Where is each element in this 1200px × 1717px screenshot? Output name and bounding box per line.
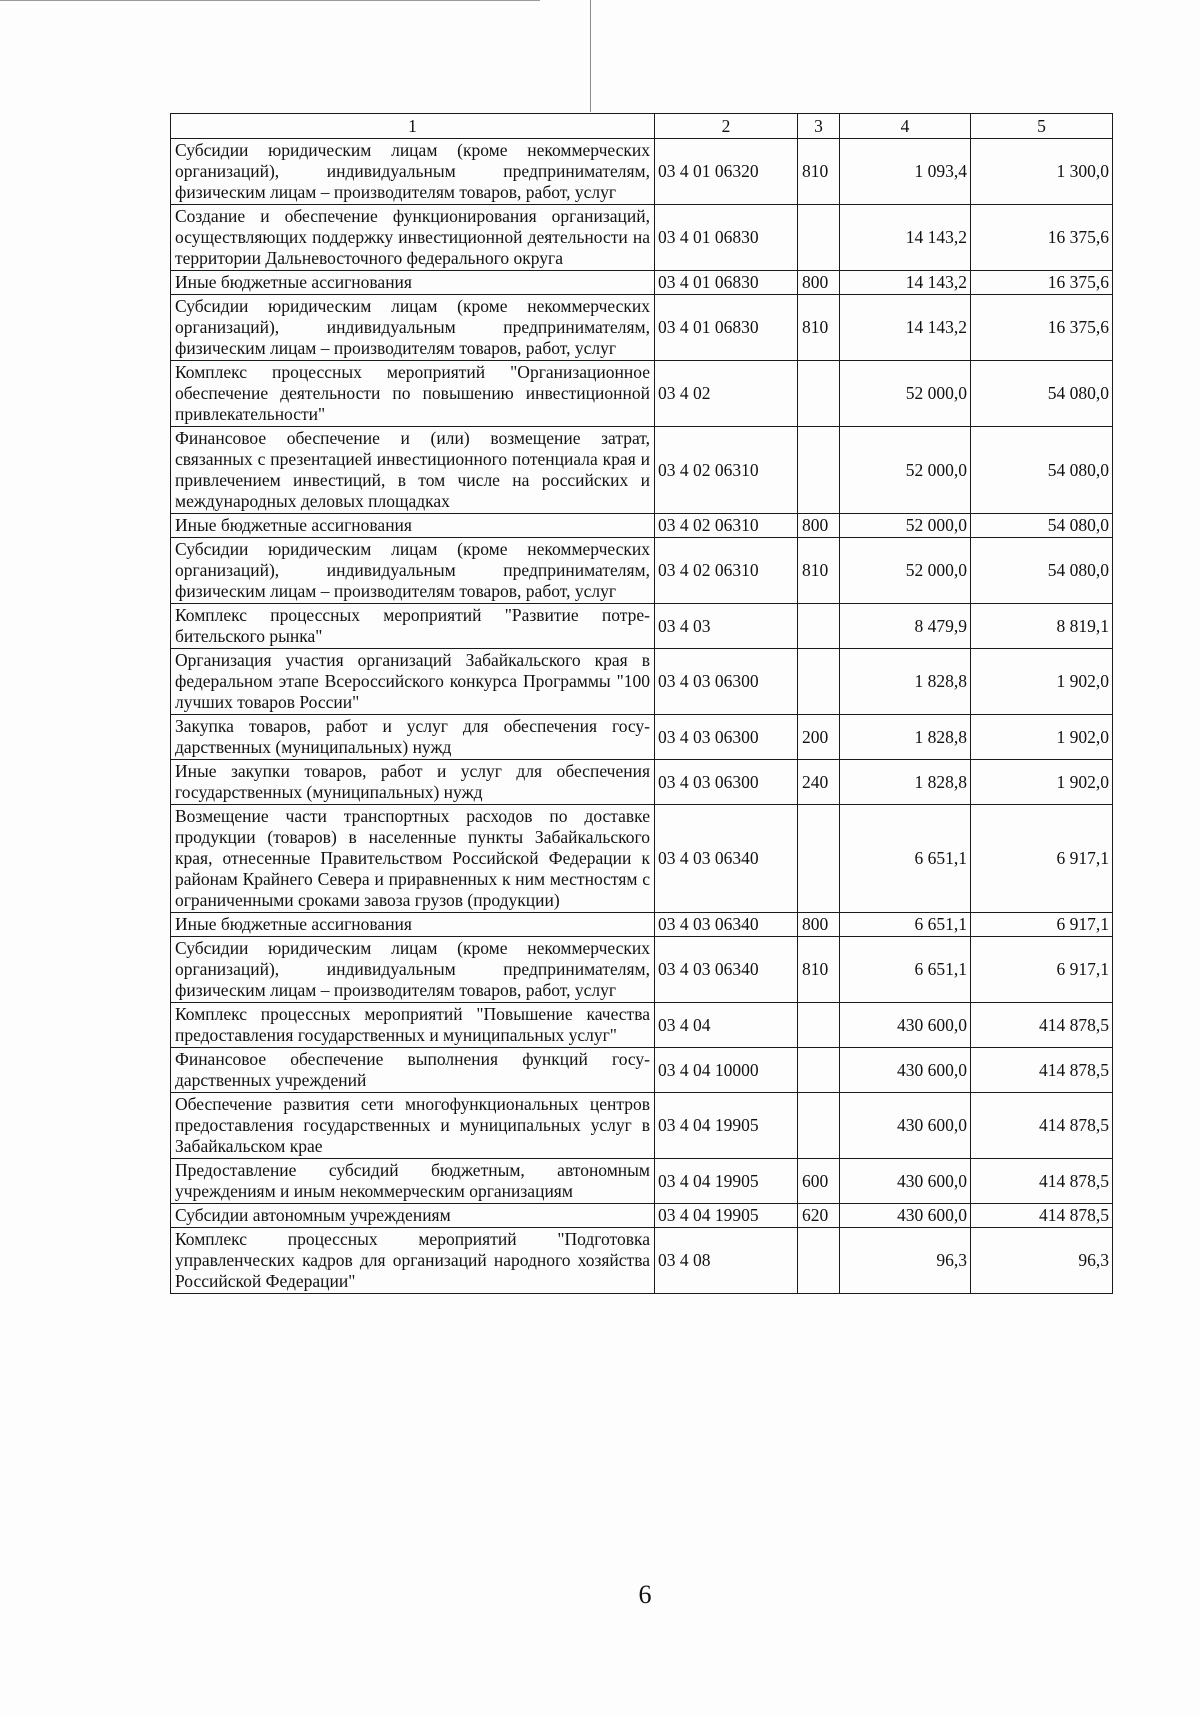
table-row [171, 271, 1113, 295]
table-row [171, 1093, 1113, 1159]
row-amount-year2-cell: 414 878,5 [971, 1159, 1113, 1204]
row-name-cell: Субсидии юридическим лицам (кроме некоммерческих организаций), индивидуальным предпринимателям, физическим лицам – производителям товаров, работ, услуг [171, 937, 655, 1003]
row-code-cell: 03 4 01 06830 [655, 271, 798, 295]
row-code-cell: 03 4 01 06320 [655, 139, 798, 205]
row-amount-year2-cell: 16 375,6 [971, 271, 1113, 295]
row-amount-year2-cell: 414 878,5 [971, 1093, 1113, 1159]
row-amount-year2-cell: 1 902,0 [971, 760, 1113, 805]
row-code-cell: 03 4 04 [655, 1003, 798, 1048]
row-amount-year2-cell: 16 375,6 [971, 205, 1113, 271]
row-name-cell: Иные бюджетные ассигнования [171, 271, 655, 295]
row-amount-year2-cell: 54 080,0 [971, 427, 1113, 514]
budget-table [170, 113, 1113, 1294]
row-code-cell: 03 4 03 [655, 604, 798, 649]
table-row [171, 913, 1113, 937]
table-row [171, 514, 1113, 538]
row-amount-year1-cell: 430 600,0 [840, 1048, 971, 1093]
row-amount-year2-cell: 1 300,0 [971, 139, 1113, 205]
row-amount-year1-cell: 1 093,4 [840, 139, 971, 205]
row-code-cell: 03 4 03 06340 [655, 805, 798, 913]
row-name-cell: Субсидии юридическим лицам (кроме некоммерческих организаций), индивидуальным предпринимателям, физическим лицам – производителям товаров, работ, услуг [171, 139, 655, 205]
row-amount-year2-cell: 96,3 [971, 1228, 1113, 1294]
row-amount-year2-cell: 16 375,6 [971, 295, 1113, 361]
table-row [171, 1228, 1113, 1294]
table-row [171, 538, 1113, 604]
row-expense-type-cell [798, 1093, 840, 1159]
row-expense-type-cell: 800 [798, 271, 840, 295]
row-amount-year1-cell: 14 143,2 [840, 205, 971, 271]
row-code-cell: 03 4 03 06300 [655, 649, 798, 715]
row-name-cell: Иные закупки товаров, работ и услуг для обеспечения государственных (муниципальных) нужд [171, 760, 655, 805]
row-code-cell: 03 4 03 06340 [655, 913, 798, 937]
row-expense-type-cell: 810 [798, 295, 840, 361]
row-amount-year1-cell: 14 143,2 [840, 271, 971, 295]
row-amount-year2-cell: 6 917,1 [971, 937, 1113, 1003]
table-row [171, 649, 1113, 715]
table-row [171, 1159, 1113, 1204]
row-name-cell: Комплекс процессных мероприятий "Развитие потребительского рынка" [171, 604, 655, 649]
row-expense-type-cell [798, 805, 840, 913]
row-amount-year1-cell: 14 143,2 [840, 295, 971, 361]
row-expense-type-cell: 200 [798, 715, 840, 760]
row-amount-year2-cell: 8 819,1 [971, 604, 1113, 649]
row-amount-year1-cell: 6 651,1 [840, 937, 971, 1003]
table-row [171, 715, 1113, 760]
row-amount-year2-cell: 1 902,0 [971, 649, 1113, 715]
row-amount-year2-cell: 54 080,0 [971, 538, 1113, 604]
row-name-cell: Субсидии автономным учреждениям [171, 1204, 655, 1228]
row-code-cell: 03 4 02 [655, 361, 798, 427]
row-expense-type-cell [798, 1003, 840, 1048]
page-number: 6 [638, 1580, 652, 1609]
table-body [171, 139, 1113, 1294]
row-amount-year2-cell: 414 878,5 [971, 1048, 1113, 1093]
row-name-cell: Обеспечение развития сети многофункциональных центров предоставления государственных и муниципальных услуг в Забайкальском крае [171, 1093, 655, 1159]
row-expense-type-cell: 810 [798, 139, 840, 205]
row-name-cell: Финансовое обеспечение и (или) возмещение затрат, связанных с презентацией инвестиционного потенциала края и привлечением инвестиций, в том числе на российских и международных деловых площадках [171, 427, 655, 514]
row-amount-year1-cell: 1 828,8 [840, 649, 971, 715]
row-amount-year1-cell: 8 479,9 [840, 604, 971, 649]
row-amount-year1-cell: 52 000,0 [840, 538, 971, 604]
row-expense-type-cell: 800 [798, 913, 840, 937]
scan-artifact-line [0, 0, 540, 1]
row-name-cell: Финансовое обеспечение выполнения функций государственных учреждений [171, 1048, 655, 1093]
row-code-cell: 03 4 03 06340 [655, 937, 798, 1003]
row-amount-year2-cell: 6 917,1 [971, 805, 1113, 913]
row-name-cell: Иные бюджетные ассигнования [171, 913, 655, 937]
row-code-cell: 03 4 02 06310 [655, 514, 798, 538]
table-row [171, 139, 1113, 205]
row-amount-year1-cell: 430 600,0 [840, 1093, 971, 1159]
row-expense-type-cell: 810 [798, 538, 840, 604]
row-expense-type-cell [798, 649, 840, 715]
row-name-cell: Предоставление субсидий бюджетным, автономным учреждениям и иным некоммерческим организациям [171, 1159, 655, 1204]
row-expense-type-cell: 810 [798, 937, 840, 1003]
row-amount-year2-cell: 414 878,5 [971, 1003, 1113, 1048]
row-code-cell: 03 4 04 10000 [655, 1048, 798, 1093]
row-code-cell: 03 4 08 [655, 1228, 798, 1294]
table-row [171, 604, 1113, 649]
row-amount-year2-cell: 1 902,0 [971, 715, 1113, 760]
row-amount-year1-cell: 52 000,0 [840, 361, 971, 427]
row-amount-year1-cell: 1 828,8 [840, 715, 971, 760]
table-header-row [171, 114, 1113, 139]
row-expense-type-cell [798, 427, 840, 514]
row-code-cell: 03 4 04 19905 [655, 1159, 798, 1204]
row-amount-year1-cell: 6 651,1 [840, 913, 971, 937]
row-expense-type-cell: 800 [798, 514, 840, 538]
row-name-cell: Возмещение части транспортных расходов по доставке продукции (товаров) в населенные пункты Забайкальского края, отнесенные Правительством Российской Федерации к районам Крайнего Севера и приравненных к ним местностям с ограниченными сроками завоза грузов (продукции) [171, 805, 655, 913]
row-amount-year1-cell: 52 000,0 [840, 427, 971, 514]
row-code-cell: 03 4 01 06830 [655, 205, 798, 271]
row-name-cell: Субсидии юридическим лицам (кроме некоммерческих организаций), индивидуальным предпринимателям, физическим лицам – производителям товаров, работ, услуг [171, 295, 655, 361]
row-expense-type-cell [798, 1228, 840, 1294]
row-amount-year2-cell: 54 080,0 [971, 514, 1113, 538]
table-row [171, 205, 1113, 271]
header-col-5: 5 [971, 114, 1113, 139]
row-amount-year1-cell: 430 600,0 [840, 1204, 971, 1228]
row-name-cell: Иные бюджетные ассигнования [171, 514, 655, 538]
row-amount-year2-cell: 6 917,1 [971, 913, 1113, 937]
row-expense-type-cell: 600 [798, 1159, 840, 1204]
table-row [171, 1048, 1113, 1093]
row-amount-year1-cell: 6 651,1 [840, 805, 971, 913]
row-code-cell: 03 4 02 06310 [655, 427, 798, 514]
row-expense-type-cell [798, 361, 840, 427]
table-row [171, 427, 1113, 514]
header-col-1: 1 [171, 114, 655, 139]
row-name-cell: Субсидии юридическим лицам (кроме некоммерческих организаций), индивидуальным предпринимателям, физическим лицам – производителям товаров, работ, услуг [171, 538, 655, 604]
row-amount-year1-cell: 430 600,0 [840, 1003, 971, 1048]
row-expense-type-cell [798, 205, 840, 271]
row-expense-type-cell [798, 604, 840, 649]
row-expense-type-cell: 620 [798, 1204, 840, 1228]
row-amount-year1-cell: 52 000,0 [840, 514, 971, 538]
row-name-cell: Организация участия организаций Забайкальского края в федеральном этапе Всероссийского конкурса Программы "100 лучших товаров России" [171, 649, 655, 715]
row-code-cell: 03 4 03 06300 [655, 760, 798, 805]
table-row [171, 937, 1113, 1003]
row-amount-year1-cell: 430 600,0 [840, 1159, 971, 1204]
row-code-cell: 03 4 04 19905 [655, 1093, 798, 1159]
header-col-2: 2 [655, 114, 798, 139]
row-amount-year2-cell: 54 080,0 [971, 361, 1113, 427]
row-amount-year1-cell: 1 828,8 [840, 760, 971, 805]
table-row [171, 1204, 1113, 1228]
row-name-cell: Комплекс процессных мероприятий "Повышение качества предоставления государственных и муниципальных услуг" [171, 1003, 655, 1048]
row-name-cell: Создание и обеспечение функционирования организаций, осуществляющих поддержку инвестиционной деятельности на территории Дальневосточного федерального округа [171, 205, 655, 271]
row-name-cell: Закупка товаров, работ и услуг для обеспечения государственных (муниципальных) нужд [171, 715, 655, 760]
row-name-cell: Комплекс процессных мероприятий "Подготовка управленческих кадров для организаций народного хозяйства Российской Федерации" [171, 1228, 655, 1294]
table-row [171, 361, 1113, 427]
row-amount-year1-cell: 96,3 [840, 1228, 971, 1294]
table-row [171, 805, 1113, 913]
header-col-3: 3 [798, 114, 840, 139]
row-code-cell: 03 4 04 19905 [655, 1204, 798, 1228]
table-row [171, 760, 1113, 805]
table-row [171, 1003, 1113, 1048]
row-expense-type-cell [798, 1048, 840, 1093]
row-code-cell: 03 4 03 06300 [655, 715, 798, 760]
row-code-cell: 03 4 02 06310 [655, 538, 798, 604]
row-code-cell: 03 4 01 06830 [655, 295, 798, 361]
header-col-4: 4 [840, 114, 971, 139]
table-row [171, 295, 1113, 361]
row-amount-year2-cell: 414 878,5 [971, 1204, 1113, 1228]
row-name-cell: Комплекс процессных мероприятий "Организационное обеспечение деятельности по повышению инвестиционной привлекательности" [171, 361, 655, 427]
row-expense-type-cell: 240 [798, 760, 840, 805]
scan-artifact-line-vertical [590, 0, 591, 112]
